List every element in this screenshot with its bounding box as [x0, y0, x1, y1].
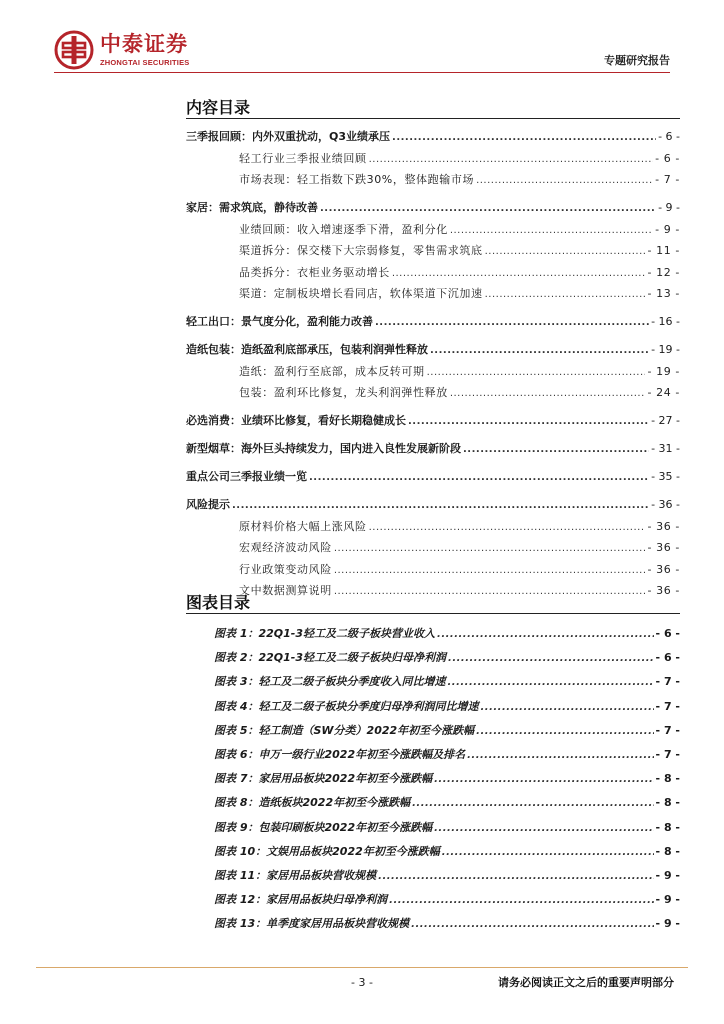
entry-page-number: - 7 -: [655, 699, 680, 713]
entry-page-number: - 24 -: [647, 386, 680, 399]
entry-page-number: - 12 -: [647, 265, 680, 279]
dot-leader: [463, 439, 649, 461]
entry-title: 宏观经济波动风险: [239, 541, 332, 554]
entry-title: 风险提示: [186, 498, 230, 511]
report-type-label: 专题研究报告: [604, 54, 670, 67]
entry-title: 轻工行业三季报业绩回顾: [239, 151, 367, 165]
entry-page-number: - 7 -: [655, 723, 680, 737]
dot-leader: [369, 149, 653, 171]
figure-entry[interactable]: [186, 840, 680, 864]
dot-leader: [392, 263, 646, 285]
dot-leader: [485, 284, 646, 306]
entry-page-number: - 36 -: [651, 498, 680, 511]
toc-subsection-entry[interactable]: [186, 240, 680, 262]
toc-subsection-entry[interactable]: [186, 148, 680, 170]
entry-page-number: - 9 -: [655, 868, 680, 882]
entry-page-number: - 35 -: [651, 470, 680, 483]
dot-leader: [408, 411, 649, 433]
dot-leader: [467, 744, 653, 768]
entry-title: 渠道：定制板块增长看同店，软体渠道下沉加速: [239, 287, 483, 300]
dot-leader: [232, 495, 649, 517]
figure-entry[interactable]: [186, 888, 680, 912]
contents-title-rule: [186, 118, 680, 119]
dot-leader: [434, 768, 653, 792]
entry-page-number: - 16 -: [651, 315, 680, 328]
toc-section-entry[interactable]: [186, 126, 680, 148]
dot-leader: [309, 467, 649, 489]
entry-title: 新型烟草：海外巨头持续发力，国内进入良性发展新阶段: [186, 442, 461, 455]
entry-title: 包装：盈利环比修复，龙头利润弹性释放: [239, 386, 448, 399]
entry-page-number: - 6 -: [655, 651, 680, 665]
dot-leader: [476, 720, 653, 744]
entry-title: 行业政策变动风险: [239, 562, 332, 576]
toc-subsection-entry[interactable]: [186, 537, 680, 559]
entry-title: 图表 13：单季度家居用品板块营收规模: [214, 917, 410, 931]
dot-leader: [334, 538, 646, 560]
entry-title: 图表 4：轻工及二级子板块分季度归母净利润同比增速: [214, 699, 479, 713]
entry-title: 渠道拆分：保交楼下大宗弱修复，零售需求筑底: [239, 244, 483, 257]
entry-page-number: - 9 -: [655, 222, 680, 236]
entry-title: 图表 7：家居用品板块2022年初至今涨跌幅: [214, 772, 433, 786]
company-name-en: ZHONGTAI SECURITIES: [100, 57, 190, 67]
entry-page-number: - 19 -: [651, 343, 680, 356]
company-logo: [54, 28, 190, 72]
figure-entry[interactable]: [186, 912, 680, 936]
dot-leader: [434, 817, 653, 841]
entry-title: 图表 10：文娱用品板块2022年初至今涨跌幅: [214, 844, 440, 858]
figure-entry[interactable]: [186, 719, 680, 743]
entry-title: 重点公司三季报业绩一览: [186, 470, 307, 483]
entry-page-number: - 31 -: [651, 442, 680, 455]
zhongtai-logo-icon: [54, 30, 94, 70]
figures-title: 图表目录: [186, 593, 251, 612]
toc-section-entry[interactable]: [186, 410, 680, 432]
entry-page-number: - 7 -: [655, 747, 680, 761]
entry-title: 图表 2：22Q1-3轻工及二级子板块归母净利润: [214, 651, 447, 665]
dot-leader: [427, 362, 646, 384]
dot-leader: [334, 581, 646, 603]
figure-entry[interactable]: [186, 622, 680, 646]
entry-page-number: - 9 -: [658, 201, 680, 214]
figure-entry[interactable]: [186, 670, 680, 694]
entry-page-number: - 6 -: [655, 627, 680, 640]
dot-leader: [378, 865, 653, 889]
dot-leader: [437, 623, 654, 647]
entry-page-number: - 6 -: [658, 130, 680, 143]
toc-section-entry[interactable]: [186, 494, 680, 516]
dot-leader: [476, 170, 653, 192]
entry-title: 图表 3：轻工及二级子板块分季度收入同比增速: [214, 675, 446, 689]
entry-page-number: - 8 -: [655, 844, 680, 858]
toc-subsection-entry[interactable]: [186, 559, 680, 581]
entry-page-number: - 6 -: [655, 151, 680, 165]
toc-subsection-entry[interactable]: [186, 262, 680, 284]
entry-page-number: - 8 -: [655, 772, 680, 786]
entry-page-number: - 7 -: [655, 173, 680, 186]
dot-leader: [320, 198, 656, 220]
figure-entry[interactable]: [186, 695, 680, 719]
entry-title: 图表 8：造纸板块2022年初至今涨跌幅: [214, 796, 411, 810]
figure-entry[interactable]: [186, 767, 680, 791]
dot-leader: [485, 241, 646, 263]
dot-leader: [369, 517, 646, 539]
entry-title: 家居：需求筑底，静待改善: [186, 201, 318, 214]
footer-disclaimer: 请务必阅读正文之后的重要声明部分: [498, 976, 674, 989]
entry-title: 必选消费：业绩环比修复，看好长期稳健成长: [186, 414, 406, 427]
footer-divider: [36, 967, 688, 968]
toc-subsection-entry[interactable]: [186, 516, 680, 538]
toc-subsection-entry[interactable]: [186, 382, 680, 404]
dot-leader: [334, 560, 646, 582]
dot-leader: [442, 841, 654, 865]
entry-title: 图表 11：家居用品板块营收规模: [214, 868, 377, 882]
figure-entry[interactable]: [186, 816, 680, 840]
entry-page-number: - 11 -: [647, 244, 680, 257]
header-divider: [54, 72, 670, 73]
toc-section-entry[interactable]: [186, 466, 680, 488]
entry-title: 轻工出口：景气度分化，盈利能力改善: [186, 315, 373, 328]
toc-subsection-entry[interactable]: [186, 283, 680, 305]
toc-subsection-entry[interactable]: [186, 361, 680, 383]
figure-entry[interactable]: [186, 791, 680, 815]
page-number: - 3 -: [351, 976, 373, 989]
dot-leader: [392, 127, 656, 149]
dot-leader: [411, 913, 653, 937]
entry-page-number: - 9 -: [655, 893, 680, 907]
entry-page-number: - 9 -: [655, 917, 680, 931]
toc-subsection-entry[interactable]: [186, 169, 680, 191]
dot-leader: [450, 220, 653, 242]
figure-entry[interactable]: [186, 646, 680, 670]
entry-page-number: - 7 -: [655, 675, 680, 689]
toc-section-entry[interactable]: [186, 197, 680, 219]
entry-page-number: - 13 -: [647, 287, 680, 300]
entry-title: 图表 6：申万一级行业2022年初至今涨跌幅及排名: [214, 747, 466, 761]
entry-title: 品类拆分：衣柜业务驱动增长: [239, 265, 390, 279]
figure-entry[interactable]: [186, 864, 680, 888]
entry-page-number: - 36 -: [647, 562, 680, 576]
entry-title: 图表 5：轻工制造（SW分类）2022年初至今涨跌幅: [214, 723, 475, 737]
dot-leader: [480, 696, 653, 720]
entry-title: 文中数据测算说明: [239, 584, 332, 597]
entry-page-number: - 36 -: [647, 541, 680, 554]
entry-page-number: - 27 -: [651, 414, 680, 427]
company-name-cn: 中泰证券: [100, 31, 188, 56]
dot-leader: [412, 792, 653, 816]
toc-section-entry[interactable]: [186, 339, 680, 361]
figure-entry[interactable]: [186, 743, 680, 767]
figures-list: [186, 622, 680, 936]
toc-subsection-entry[interactable]: [186, 219, 680, 241]
dot-leader: [448, 647, 654, 671]
toc-section-entry[interactable]: [186, 311, 680, 333]
dot-leader: [430, 340, 649, 362]
contents-list: [186, 126, 680, 602]
toc-subsection-entry[interactable]: [186, 580, 680, 602]
entry-title: 业绩回顾：收入增速逐季下滑，盈利分化: [239, 222, 448, 236]
dot-leader: [450, 383, 646, 405]
toc-section-entry[interactable]: [186, 438, 680, 460]
entry-title: 市场表现：轻工指数下跌30%，整体跑输市场: [239, 173, 475, 186]
entry-title: 图表 12：家居用品板块归母净利润: [214, 893, 388, 907]
dot-leader: [375, 312, 649, 334]
entry-page-number: - 36 -: [647, 519, 680, 533]
entry-title: 三季报回顾：内外双重扰动，Q3业绩承压: [186, 130, 391, 143]
entry-title: 造纸包装：造纸盈利底部承压，包装利润弹性释放: [186, 343, 428, 356]
entry-title: 造纸：盈利行至底部，成本反转可期: [239, 364, 425, 378]
contents-title: 内容目录: [186, 98, 251, 117]
entry-title: 图表 9：包装印刷板块2022年初至今涨跌幅: [214, 820, 433, 834]
dot-leader: [447, 671, 653, 695]
entry-title: 原材料价格大幅上涨风险: [239, 519, 367, 533]
dot-leader: [389, 889, 653, 913]
entry-title: 图表 1：22Q1-3轻工及二级子板块营业收入: [214, 627, 436, 640]
entry-page-number: - 36 -: [647, 584, 680, 597]
entry-page-number: - 19 -: [647, 364, 680, 378]
entry-page-number: - 8 -: [655, 796, 680, 810]
entry-page-number: - 8 -: [655, 820, 680, 834]
figures-title-rule: [186, 613, 680, 614]
